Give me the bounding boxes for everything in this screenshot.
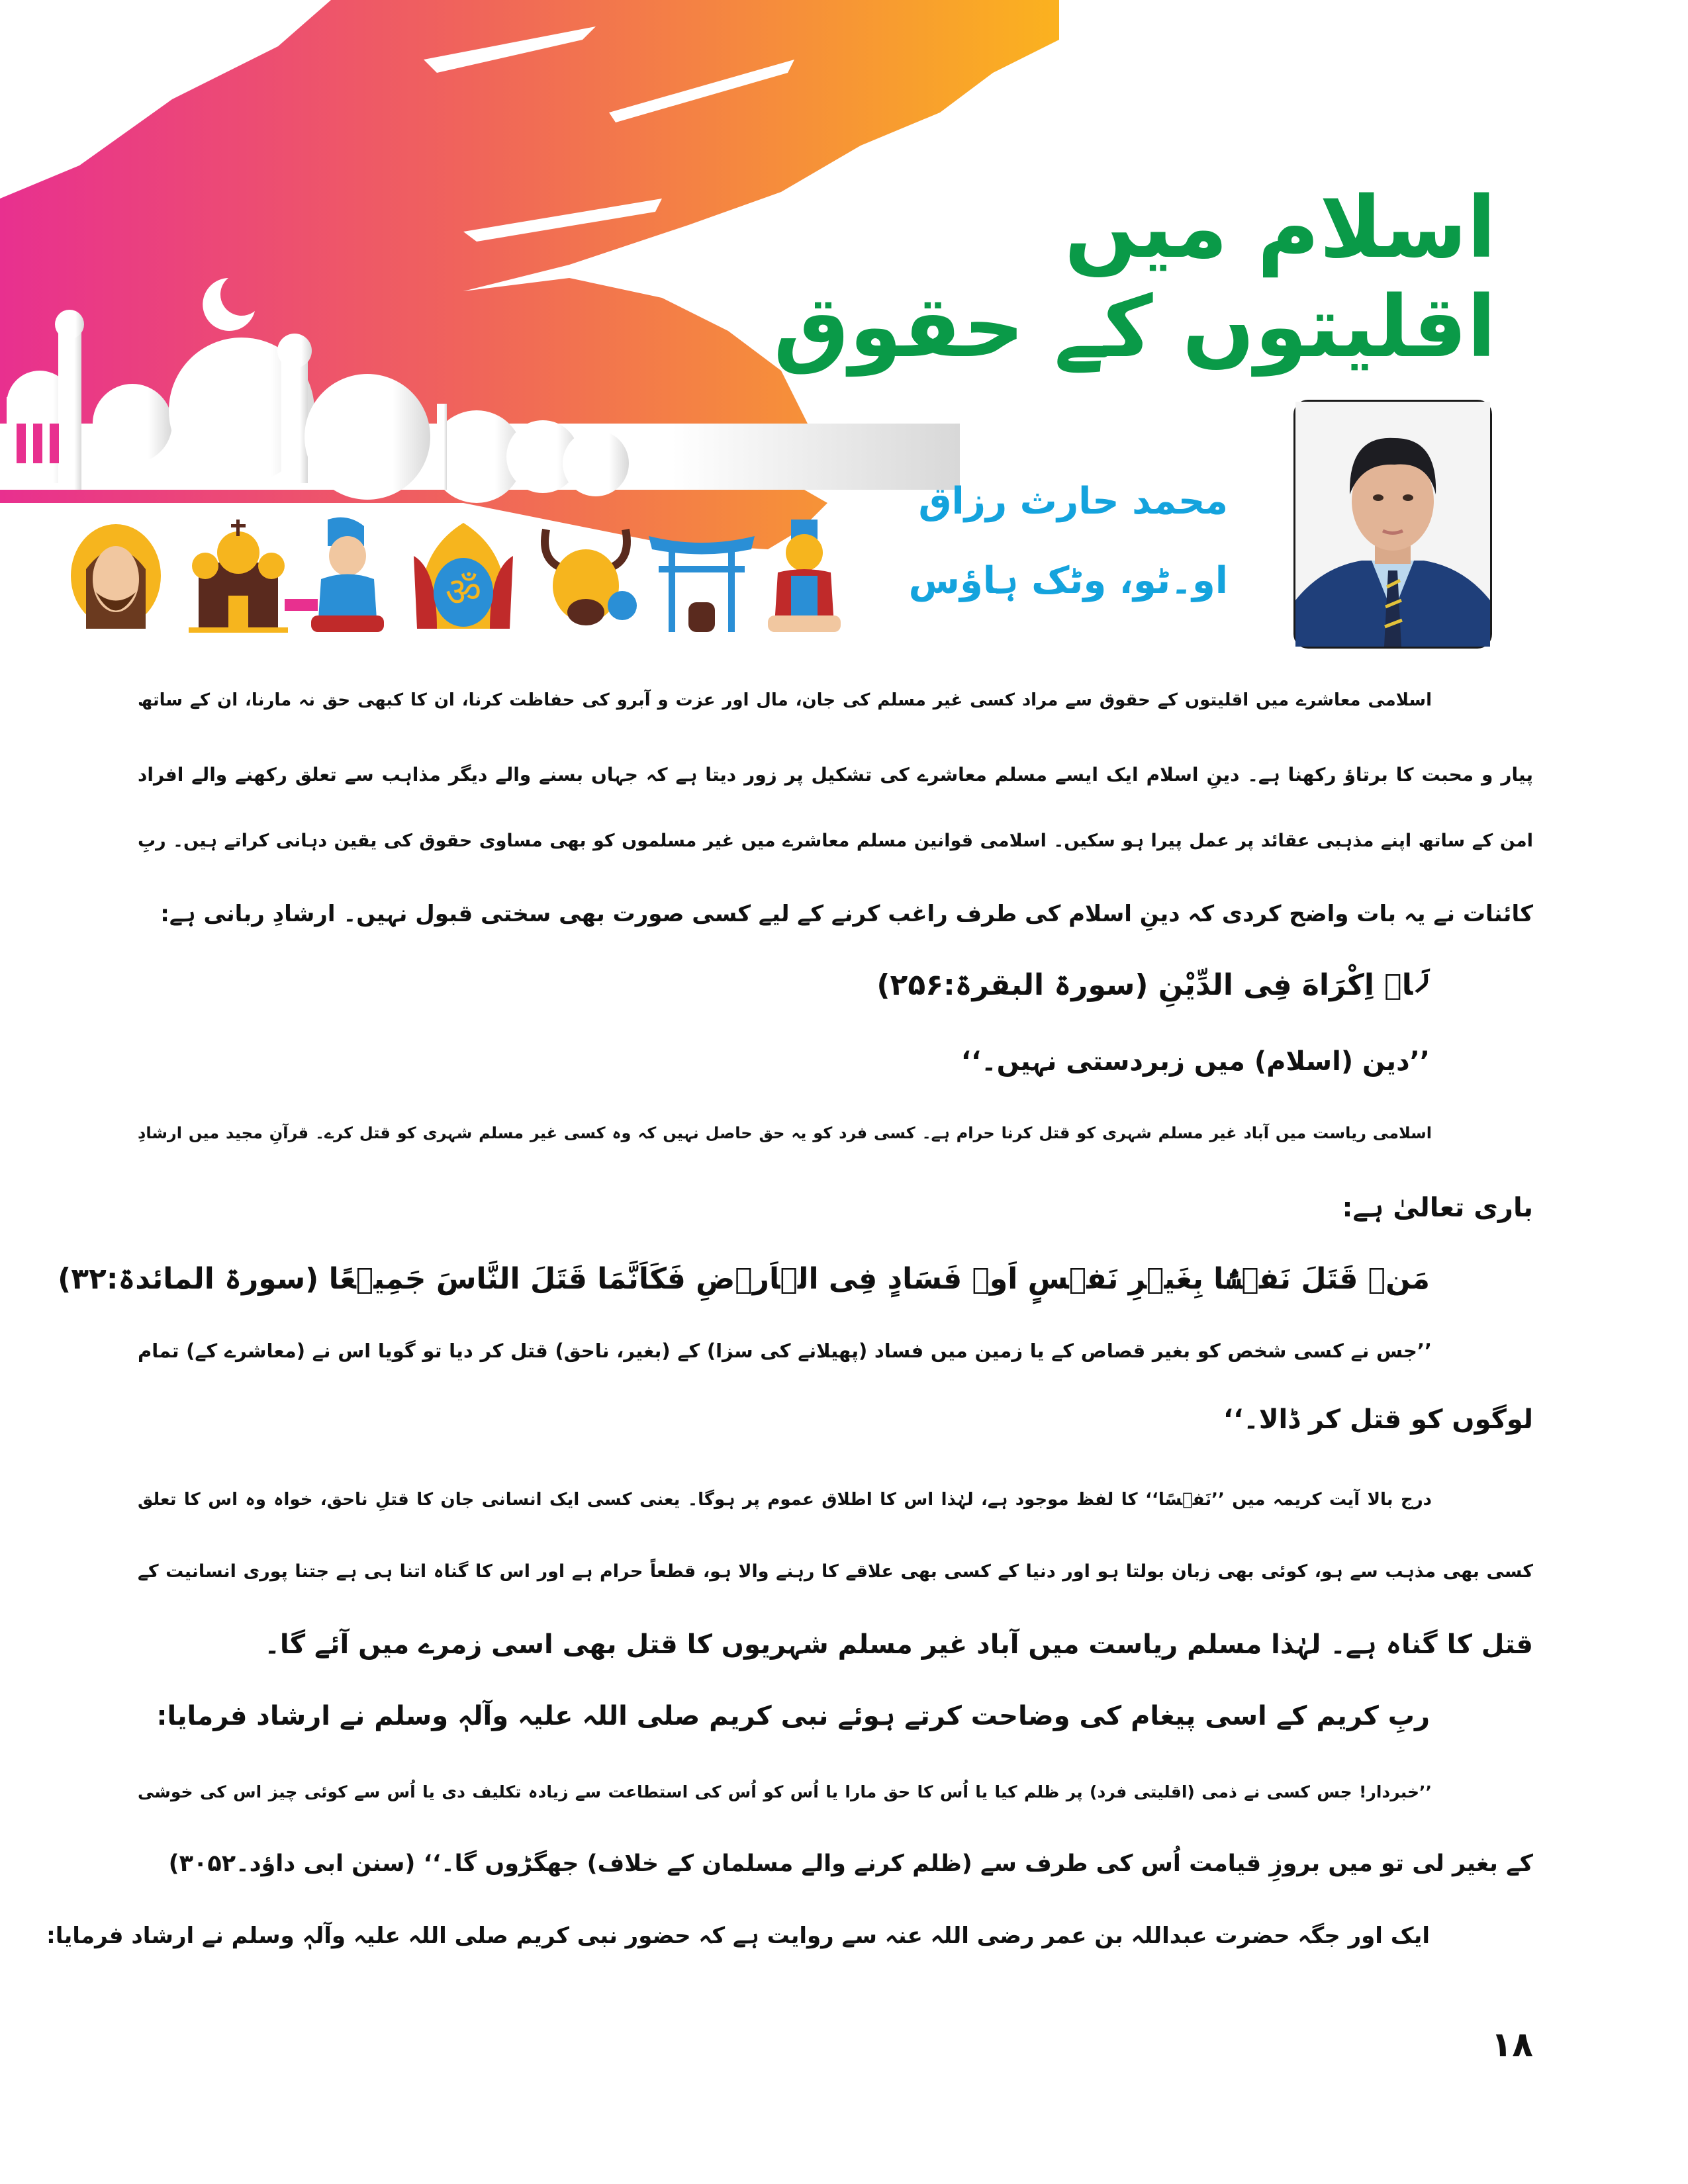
body-line: کسی بھی مذہب سے ہو، کوئی بھی زبان بولتا ہو اور دنیا کے کسی بھی علاقے کا رہنے والا ہو، قطعاً حرام ہے اور اس کا گناہ اتنا ہی ہے جتنا پوری انسانیت کے xyxy=(138,1561,1533,1582)
torii-gate-icon xyxy=(649,536,755,632)
author-photo xyxy=(1293,400,1492,649)
body-line: اسلامی معاشرے میں اقلیتوں کے حقوق سے مراد کسی غیر مسلم کی جان، مال اور عزت و آبرو کی حفاظت کرنا، ان کا کبھی حق نہ مارنا، ان کے ساتھ xyxy=(138,690,1432,710)
monk-figure-icon xyxy=(768,520,841,632)
quran-verse: لَاۤ اِکْرَاهَ فِی الدِّیْنِ (سورۃ البقرۃ:۲۵۶) xyxy=(876,968,1430,1002)
page-number: ۱۸ xyxy=(1491,2025,1533,2065)
verse-translation: ’’دین (اسلام) میں زبردستی نہیں۔‘‘ xyxy=(961,1046,1430,1077)
pink-bar xyxy=(285,599,318,611)
body-line: باری تعالیٰ ہے: xyxy=(1342,1193,1533,1223)
sikh-figure-icon xyxy=(311,518,384,632)
body-line: امن کے ساتھ اپنے مذہبی عقائد پر عمل پیرا ہو سکیں۔ اسلامی قوانین مسلم معاشرے میں غیر مسلموں کو بھی مساوی حقوق کی یقین دہانی کراتے ہیں۔ ربِ xyxy=(138,831,1533,851)
author-house: او۔ٹو، وٹک ہاؤس xyxy=(908,559,1228,602)
body-line: ربِ کریم کے اسی پیغام کی وضاحت کرتے ہوئے نبی کریم صلی اللہ علیہ وآلہٖ وسلم نے ارشاد فرمایا: xyxy=(156,1701,1430,1731)
religion-icons-row xyxy=(66,516,894,635)
body-line: پیار و محبت کا برتاؤ رکھنا ہے۔ دینِ اسلام ایک ایسے مسلم معاشرے کی تشکیل پر زور دیتا ہے کہ جہاں بسنے والے دیگر مذاہب سے تعلق رکھنے والے افراد xyxy=(138,764,1533,786)
author-name: محمد حارث رزاق xyxy=(918,480,1228,523)
body-line: قتل کا گناہ ہے۔ لہٰذا مسلم ریاست میں آباد غیر مسلم شہریوں کا قتل بھی اسی زمرے میں آئے گا۔ xyxy=(264,1629,1533,1660)
body-line: ایک اور جگہ حضرت عبداللہ بن عمر رضی اللہ عنہ سے روایت ہے کہ حضور نبی کریم صلی اللہ علیہ وآلہٖ وسلم نے ارشاد فرمایا: xyxy=(46,1923,1430,1949)
om-lotus-icon xyxy=(414,523,513,629)
body-line: کائنات نے یہ بات واضح کردی کہ دینِ اسلام کی طرف راغب کرنے کے لیے کسی صورت بھی سختی قبول نہیں۔ ارشادِ ربانی ہے: xyxy=(160,901,1533,927)
hadith-text: ’’خبردار! جس کسی نے ذمی (اقلیتی فرد) پر ظلم کیا یا اُس کا حق مارا یا اُس کو اُس کی استطاعت سے زیادہ تکلیف دی یا اُس سے کوئی چیز اس کی خوشی xyxy=(138,1782,1432,1801)
quran-verse: مَنۡ قَتَلَ نَفۡسًۢا بِغَيۡرِ نَفۡسٍ اَوۡ فَسَادٍ فِى الۡاَرۡضِ فَكَاَنَّمَا قَتَلَ النَّاسَ جَمِيۡعًا (سورۃ المائدۃ:۳۲) xyxy=(58,1262,1430,1296)
hadith-text: کے بغیر لی تو میں بروزِ قیامت اُس کی طرف سے (ظلم کرنے والے مسلمان کے خلاف) جھگڑوں گا۔‘‘ (سنن ابی داؤد۔۳۰۵۲) xyxy=(168,1850,1533,1877)
verse-translation: لوگوں کو قتل کر ڈالا۔‘‘ xyxy=(1223,1404,1533,1435)
body-line: درج بالا آیت کریمہ میں ’’نَفۡسًا‘‘ کا لفظ موجود ہے، لہٰذا اس کا اطلاق عموم پر ہوگا۔ یعنی کسی ایک انسانی جان کا قتلِ ناحق، خواہ وہ اس کا تعلق xyxy=(138,1490,1432,1510)
body-line: اسلامی ریاست میں آباد غیر مسلم شہری کو قتل کرنا حرام ہے۔ کسی فرد کو یہ حق حاصل نہیں کہ وہ کسی غیر مسلم شہری کو قتل کرے۔ قرآنِ مجید میں ارشادِ xyxy=(138,1124,1432,1142)
svg-text:ॐ: ॐ xyxy=(445,569,482,615)
article-title-line-1: اسلام میں xyxy=(1064,179,1496,277)
bull-icon xyxy=(545,529,637,625)
verse-translation: ’’جس نے کسی شخص کو بغیر قصاص کے یا زمین میں فساد (پھیلانے کی سزا) کے (بغیر، ناحق) قتل کر دیا تو گویا اس نے (معاشرے کے) تمام xyxy=(138,1340,1432,1362)
article-title-line-2: اقلیتوں کے حقوق xyxy=(773,278,1496,377)
minaret-windows xyxy=(17,424,59,463)
church-icon xyxy=(189,520,288,633)
jesus-icon xyxy=(71,524,161,629)
